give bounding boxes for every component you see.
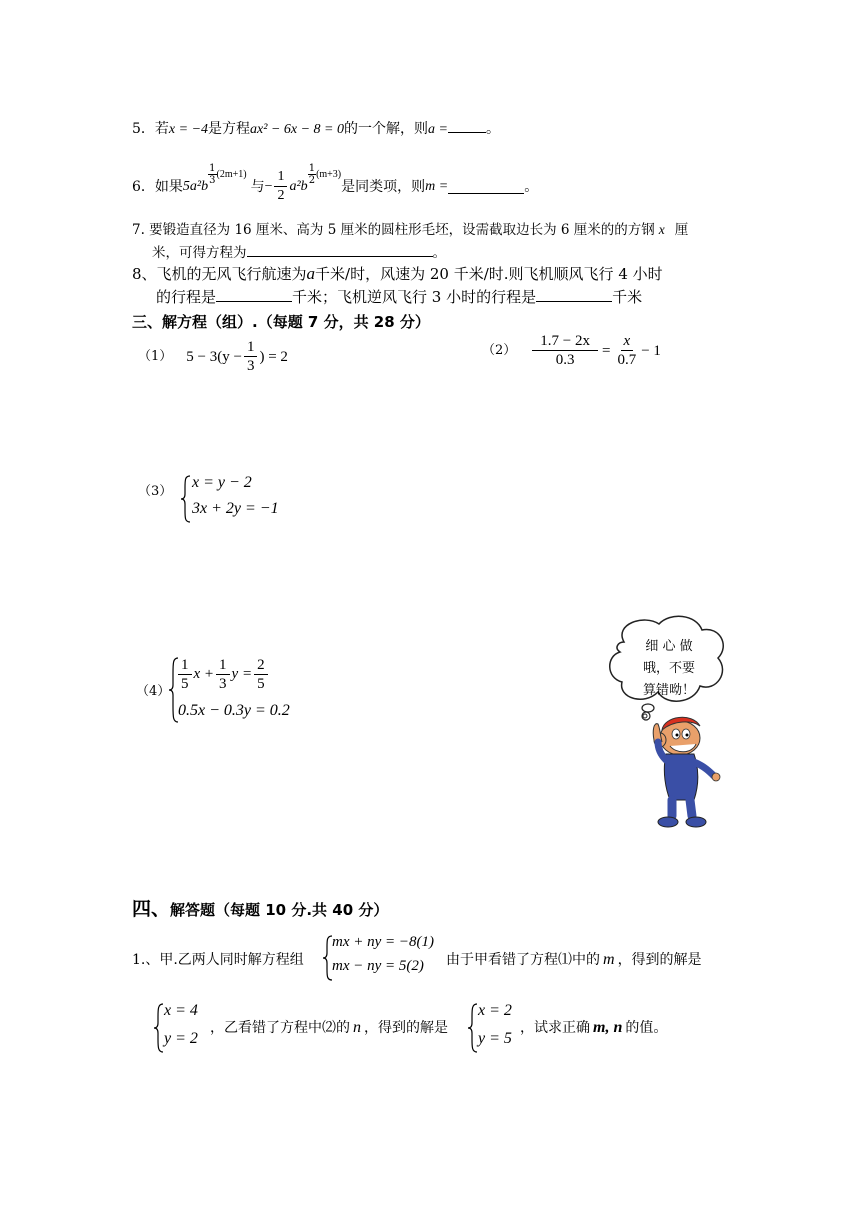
s1-sys-line1: mx + ny = −8(1) xyxy=(332,934,435,950)
p1-frac: $\frac{1}{3}$ xyxy=(244,338,258,375)
cloud-line-3: 算错呦！ xyxy=(642,683,695,698)
q5-eq2: ax² − 6x − 8 = 0 xyxy=(250,122,344,137)
p2-label: （2） xyxy=(482,342,517,358)
s1-ans-a-line1: x = 4 xyxy=(164,1002,198,1019)
cloud-line-2: 哦，不要 xyxy=(642,661,695,676)
q5-end: 。 xyxy=(485,121,500,137)
q5-eq1: x = −4 xyxy=(168,122,209,137)
s1-line2-end: ，试求正确 m, n 的值。 xyxy=(520,1019,668,1036)
q5-blank[interactable] xyxy=(448,118,486,133)
section-3-title: 三、解方程（组）.（每题 7 分，共 28 分） xyxy=(132,313,430,331)
p2-frac-left: $\frac{1.7 - 2x}{0.3}$ xyxy=(532,332,598,369)
s1-line1-tail: 由于甲看错了方程⑴中的 m ，得到的解是 xyxy=(446,951,702,968)
q6-end: 。 xyxy=(524,178,539,195)
q6-number: 6．如果 xyxy=(132,178,183,195)
q6-ans: m = xyxy=(425,178,449,194)
question-7-line2: 米，可得方程为 。 xyxy=(152,242,446,263)
question-5 xyxy=(132,118,500,140)
cloud-line-1: 细 心 做 xyxy=(645,639,693,654)
q8-blank-1[interactable] xyxy=(216,287,292,302)
problem-1 xyxy=(138,338,288,375)
q6-exp1: 1 3 (2m+1) xyxy=(209,163,247,186)
p1-right: ) = 2 xyxy=(259,348,288,365)
question-8-line1: 8、飞机的无风飞行航速为a千米/时，风速为 20 千米/时.则飞机顺风飞行 4 小时 xyxy=(132,264,663,283)
p1-left: 5 − 3(y − xyxy=(186,348,242,365)
p2-frac-right: $\frac{x}{0.7}$ xyxy=(617,333,637,368)
q5-mid: 是方程 xyxy=(208,121,251,137)
q6-term2: a²b xyxy=(289,178,308,194)
q5-tail: 的一个解，则 xyxy=(344,121,428,137)
thought-cloud-text xyxy=(624,636,714,702)
s1-ans-b-line2: y = 5 xyxy=(478,1030,512,1047)
q7-blank[interactable] xyxy=(247,242,433,257)
p4-line2: 0.5x − 0.3y = 0.2 xyxy=(178,702,290,719)
p3-label: （3） xyxy=(138,484,173,499)
q6-exp2: 1 2 (m+3) xyxy=(308,163,342,186)
s1-ans-a-line2: y = 2 xyxy=(164,1030,198,1047)
problem-2 xyxy=(482,332,661,369)
p3-brace xyxy=(180,474,192,524)
p2-tail: − 1 xyxy=(641,342,661,359)
question-8-line2: 的行程是 千米；飞机逆风飞行 3 小时的行程是 千米 xyxy=(156,288,643,306)
q6-blank[interactable] xyxy=(448,179,524,194)
q6-frac: $\frac{1}{2}$ xyxy=(274,168,287,205)
q5-number: 5．若 xyxy=(132,121,169,137)
q5-ans: a = xyxy=(428,122,448,137)
p3-line2: 3x + 2y = −1 xyxy=(192,500,279,517)
p4-label: （4） xyxy=(136,684,171,699)
s1-sys-line2: mx − ny = 5(2) xyxy=(332,958,424,974)
q6-tail: 是同类项，则 xyxy=(341,178,426,195)
question-6 xyxy=(132,163,539,205)
q6-term1: 5a²b xyxy=(182,178,209,194)
question-7-line1: 7. 要锻造直径为 16 厘米、高为 5 厘米的圆柱形毛坯，设需截取边长为 6 厘米的的方钢 x 厘 xyxy=(132,222,689,238)
p4-line1: $\frac{1}{5}$ x + $\frac{1}{3}$ y = $\frac{2}{5}$ xyxy=(176,656,270,693)
p2-eq: = xyxy=(602,342,611,359)
p3-line1: x = y − 2 xyxy=(192,474,252,491)
s1-intro: 1.、甲.乙两人同时解方程组 xyxy=(132,952,304,968)
p1-label: （1） xyxy=(138,348,173,364)
s1-line2-mid: ，乙看错了方程中⑵的 n ，得到的解是 xyxy=(210,1019,448,1036)
q8-blank-2[interactable] xyxy=(536,287,612,302)
section-4-title: 四、解答题（每题 10 分.共 40 分） xyxy=(132,898,389,920)
q6-neg: − xyxy=(264,178,273,194)
s1-ans-b-line1: x = 2 xyxy=(478,1002,512,1019)
q6-mid: 与 xyxy=(250,178,265,195)
